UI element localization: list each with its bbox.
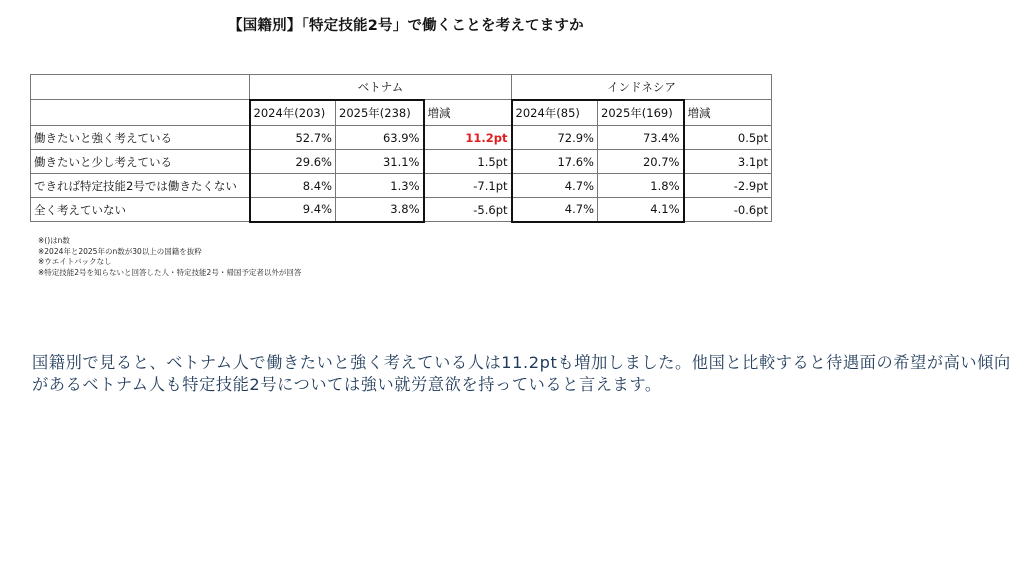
column-header-blank xyxy=(31,100,250,126)
cell-vietnam-2025: 31.1% xyxy=(336,150,424,174)
cell-indonesia-diff: -2.9pt xyxy=(684,174,772,198)
cell-vietnam-2024: 9.4% xyxy=(250,198,336,222)
note-line: ※()はn数 xyxy=(38,236,70,245)
cell-vietnam-2024: 29.6% xyxy=(250,150,336,174)
table-row xyxy=(31,174,772,198)
cell-vietnam-diff: -7.1pt xyxy=(424,174,512,198)
corner-cell xyxy=(31,75,250,100)
col-header-indonesia-2025: 2025年(169) xyxy=(598,100,684,126)
cell-vietnam-2024: 8.4% xyxy=(250,174,336,198)
col-header-vietnam-2024: 2024年(203) xyxy=(250,100,336,126)
table-row xyxy=(31,198,772,222)
survey-table xyxy=(30,74,772,223)
cell-indonesia-diff: -0.6pt xyxy=(684,198,772,222)
group-header-indonesia: インドネシア xyxy=(512,75,772,100)
row-label: 全く考えていない xyxy=(31,198,250,222)
row-label: 働きたいと少し考えている xyxy=(31,150,250,174)
group-header-row xyxy=(31,75,772,100)
row-label: 働きたいと強く考えている xyxy=(31,126,250,150)
cell-vietnam-2025: 1.3% xyxy=(336,174,424,198)
cell-indonesia-2025: 4.1% xyxy=(598,198,684,222)
cell-indonesia-2025: 1.8% xyxy=(598,174,684,198)
cell-indonesia-2025: 20.7% xyxy=(598,150,684,174)
col-header-vietnam-2025: 2025年(238) xyxy=(336,100,424,126)
cell-vietnam-2025: 3.8% xyxy=(336,198,424,222)
group-header-vietnam: ベトナム xyxy=(250,75,512,100)
table-notes xyxy=(38,236,301,278)
note-line: ※ウエイトバックなし xyxy=(38,257,112,266)
cell-vietnam-diff: 1.5pt xyxy=(424,150,512,174)
cell-indonesia-2024: 17.6% xyxy=(512,150,598,174)
cell-vietnam-2024: 52.7% xyxy=(250,126,336,150)
cell-indonesia-2024: 72.9% xyxy=(512,126,598,150)
column-header-row xyxy=(31,100,772,126)
cell-vietnam-diff-highlighted: 11.2pt xyxy=(424,126,512,150)
note-line: ※特定技能2号を知らないと回答した人・特定技能2号・帰国予定者以外が回答 xyxy=(38,267,302,277)
nationality-table-figure xyxy=(20,0,782,288)
cell-indonesia-2024: 4.7% xyxy=(512,198,598,222)
cell-indonesia-diff: 3.1pt xyxy=(684,150,772,174)
note-line: ※2024年と2025年のn数が30以上の国籍を抜粋 xyxy=(38,246,202,256)
table-row xyxy=(31,126,772,150)
col-header-indonesia-2024: 2024年(85) xyxy=(512,100,598,126)
table-row xyxy=(31,150,772,174)
col-header-vietnam-diff: 増減 xyxy=(424,100,512,126)
row-label: できれば特定技能2号では働きたくない xyxy=(31,174,250,198)
cell-indonesia-2024: 4.7% xyxy=(512,174,598,198)
cell-vietnam-2025: 63.9% xyxy=(336,126,424,150)
cell-vietnam-diff: -5.6pt xyxy=(424,198,512,222)
cell-indonesia-2025: 73.4% xyxy=(598,126,684,150)
cell-indonesia-diff: 0.5pt xyxy=(684,126,772,150)
caption-text: 国籍別で見ると、ベトナム人で働きたいと強く考えている人は11.2ptも増加しました。他国と比較すると待遇面の希望が高い傾向があるベトナム人も特定技能2号については強い就労意欲を持っていると言えます。 xyxy=(32,353,1011,394)
figure-title: 【国籍別】「特定技能2号」で働くことを考えてますか xyxy=(228,18,584,34)
col-header-indonesia-diff: 増減 xyxy=(684,100,772,126)
